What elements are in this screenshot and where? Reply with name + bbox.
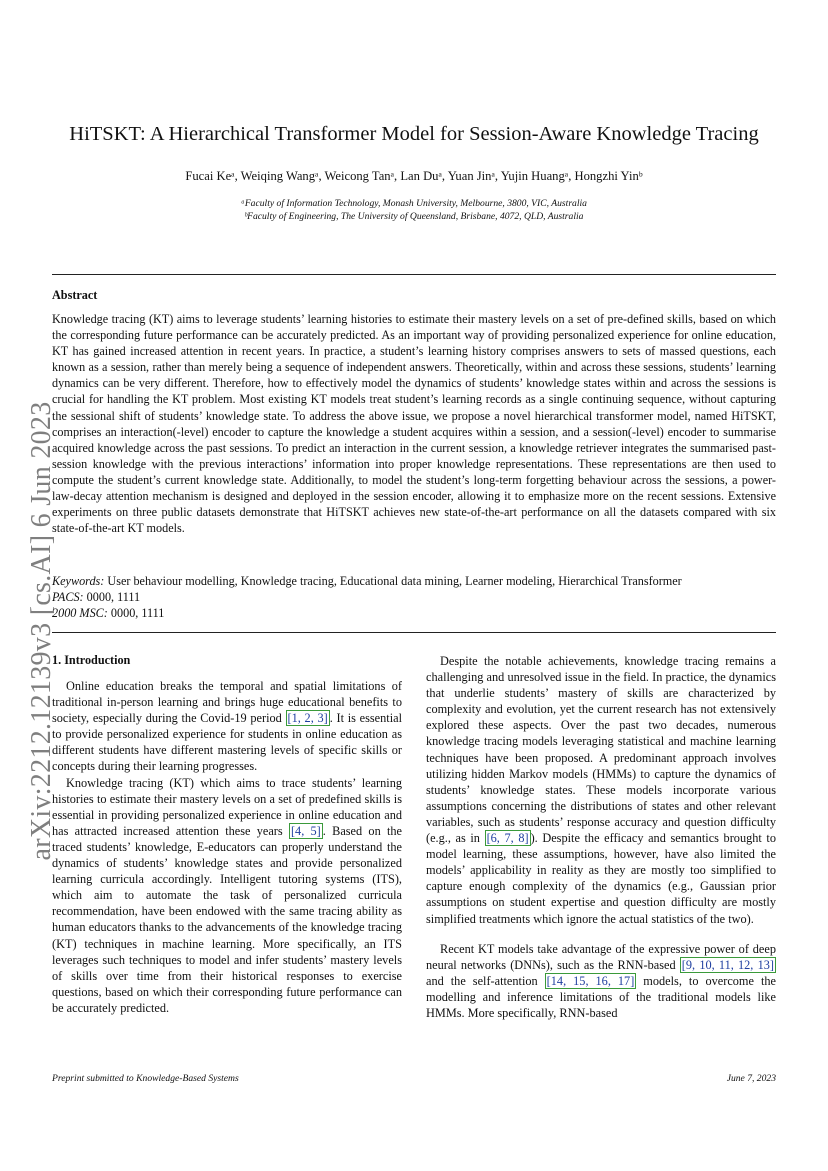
paragraph-text: and the self-attention: [426, 973, 545, 988]
paragraph-text: Online education breaks the temporal and spatial limitations of traditional in-person learning and brings huge educational benefits to society, especially during the Covid-19 period: [52, 679, 402, 726]
paper-title: HiTSKT: A Hierarchical Transformer Model for Session-Aware Knowledge Tracing: [69, 123, 759, 145]
keywords-block: [52, 573, 776, 621]
citation-link[interactable]: [4, 5]: [290, 823, 321, 838]
paragraph-text: Recent KT models take advantage of the expressive power of deep neural networks (DNNs), such as the RNN-based: [426, 941, 776, 972]
paragraph-text: . It is essential to provide personalized experience for students in online education as different students have different mastering levels of specific skills or concepts during their learning progresses.: [52, 711, 402, 774]
affiliation-b: ᵇFaculty of Engineering, The University of Queensland, Brisbane, 4072, QLD, Australia: [244, 211, 584, 222]
paragraph-text: . Based on the traced students’ knowledge, E-educators can properly understand the dynamics of students’ knowledge states and provide personalized learning curricula accordingly. Intelligent tutoring systems (ITS), which aim to automate the task of personalized curricula recommendation, have been endowed with the same tracing ability as human educators thanks to the advancements of the knowledge tracing (KT) techniques in machine learning. More specifically, an ITS leverages such techniques to model and infer students’ mastery levels of skills over time from their historical responses to exercise questions, based on which their corresponding future performance can be accurately predicted.: [52, 823, 403, 1015]
keywords-label: Keywords:: [52, 574, 105, 588]
arxiv-identifier: arXiv:2212.12139v3 [cs.AI] 6 Jun 2023: [26, 401, 57, 861]
left-column: [52, 678, 402, 1016]
divider-bottom: [52, 632, 776, 633]
intro-paragraph-1: [52, 678, 402, 775]
pacs-label: PACS:: [52, 590, 84, 605]
paragraph-text: ). Despite the efficacy and semantics brought to model learning, these assumptions, however, have also limited the models’ applicability in reality as they are mostly too simplified to capture enough complexity of the dynamics (e.g., Gaussian prior assumptions on student expertise and question difficulty are mostly simplified treatments which ignore the actual statistics of the two).: [426, 831, 776, 926]
msc-label: 2000 MSC:: [52, 606, 108, 621]
author-list: Fucai Keᵃ, Weiqing Wangᵃ, Weicong Tanᵃ, Lan Duᵃ, Yuan Jinᵃ, Yujin Huangᵃ, Hongzhi Yinᵇ: [185, 169, 643, 183]
paragraph-text: models, to overcome the modelling and inference limitations of the traditional models like HMMs. More specifically, RNN-based: [426, 973, 776, 1020]
footer-preprint-note: Preprint submitted to Knowledge-Based Systems: [52, 1073, 239, 1084]
abstract-heading: Abstract: [52, 288, 98, 302]
intro-paragraph-2: [52, 775, 402, 1016]
citation-link[interactable]: [1, 2, 3]: [287, 711, 328, 726]
divider-top: [52, 274, 776, 275]
citation-link[interactable]: [9, 10, 11, 12, 13]: [681, 957, 774, 972]
citation-link[interactable]: [14, 15, 16, 17]: [546, 973, 635, 988]
abstract-text: Knowledge tracing (KT) aims to leverage students’ learning histories to estimate their mastery levels on a set of pre-defined skills, based on which the corresponding future performance can be accurately predicted. As an important way of providing personalized experience for online education, KT has gained increased attention in recent years. In practice, a student’s learning history comprises answers to sets of massed questions, each known as a session, rather than merely being a sequence of independent answers. Theoretically, within and across these sessions, students’ learning dynamics can be very different. Therefore, how to effectively model the dynamics of students’ knowledge states within and across the sessions is crucial for handling the KT problem. Most existing KT models treat student’s learning records as a single continuing sequence, without capturing the sessional shift of students’ knowledge state. To address the above issue, we propose a novel hierarchical transformer model, named HiTSKT, comprises an interaction(-level) encoder to capture the knowledge a student acquires within a session, and a session(-level) encoder to summarise acquired knowledge across the past sessions. To predict an interaction in the current session, a knowledge retriever integrates the summarised past-session knowledge with the previous interactions’ information into proper knowledge representations. These representations are then used to compute the student’s current knowledge state. Additionally, to model the student’s long-term forgetting behaviour across the sessions, a power-law-decay attention mechanism is designed and deployed in the session encoder, allowing it to emphasize more on the recent sessions. Extensive experiments on three public datasets demonstrate that HiTSKT achieves new state-of-the-art performance on all the datasets compared with six state-of-the-art KT models.: [52, 312, 776, 536]
citation-link[interactable]: [6, 7, 8]: [486, 831, 529, 846]
msc-text: 0000, 1111: [110, 606, 165, 621]
paragraph-text: Knowledge tracing (KT) which aims to trace students’ learning histories to estimate their mastery levels on a set of predefined skills is essential in providing personalized experience in online education and has attracted increased attention these years: [52, 775, 402, 838]
footer-date: June 7, 2023: [726, 1073, 776, 1084]
intro-paragraph-3: [426, 653, 776, 927]
paragraph-text: Despite the notable achievements, knowledge tracing remains a challenging and unresolved issue in the field. In practice, the dynamics that underlie students’ mastery of skills are characterized by complexity and evolution, yet the current research has not extensively explored these aspects. Over the past two decades, numerous knowledge tracing models leveraging statistical and machine learning techniques have been proposed. A predominant approach involves utilizing hidden Markov models (HMMs) to capture the dynamics of students’ knowledge states. These models incorporate various assumptions concerning the distributions of states and other relevant variables, such as students’ response accuracy and question difficulty (e.g., as in: [426, 654, 776, 846]
affiliation-a: ᵃFaculty of Information Technology, Monash University, Melbourne, 3800, VIC, Australia: [241, 198, 587, 209]
section-heading: 1. Introduction: [52, 653, 131, 667]
right-column: [426, 653, 776, 1021]
pacs-text: 0000, 1111: [86, 590, 141, 605]
keywords-text: User behaviour modelling, Knowledge tracing, Educational data mining, Learner modeling, Hierarchical Transformer: [107, 574, 682, 588]
intro-paragraph-4: [426, 941, 776, 1021]
